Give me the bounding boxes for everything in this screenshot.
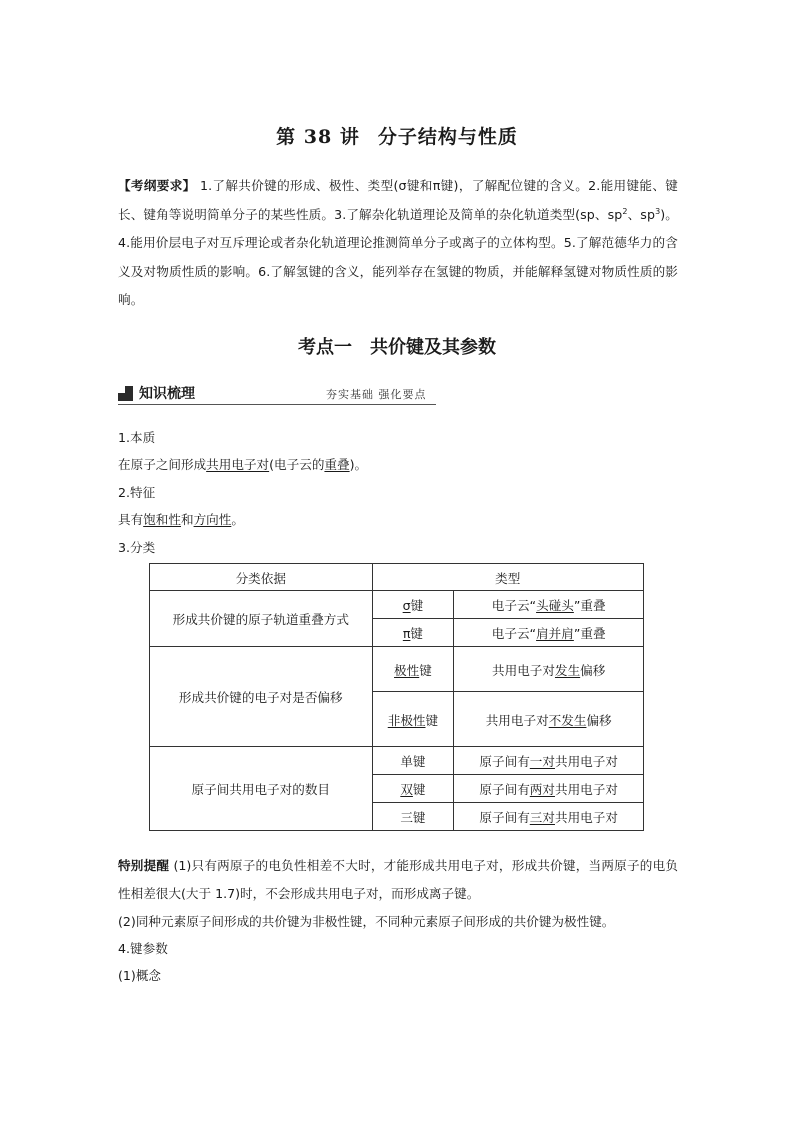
underlined-term: 肩并肩	[536, 626, 574, 641]
text: 键	[412, 782, 426, 797]
text: 电子云“	[491, 598, 537, 613]
text: 共用电子对	[492, 662, 555, 678]
text: ”重叠	[573, 598, 606, 613]
type-cell	[372, 747, 454, 775]
text: 在原子之间形成	[118, 457, 207, 472]
desc-cell	[454, 775, 644, 803]
heading-essence: 1.本质	[118, 430, 156, 445]
essence-text	[118, 454, 367, 473]
text: 键	[410, 626, 424, 641]
underlined-term: 一对	[529, 754, 555, 769]
type-cell	[372, 803, 454, 831]
syllabus-requirements	[118, 172, 678, 315]
underlined-term: 头碰头	[536, 598, 574, 613]
underlined-term: π	[402, 626, 411, 641]
text: 偏移	[580, 662, 606, 678]
requirements-text-2: 、sp	[627, 206, 656, 222]
section-subtitle: 夯实基础 强化要点	[326, 388, 427, 401]
underlined-term: 非极性	[387, 712, 426, 728]
text: 和	[180, 512, 194, 527]
reminder-text-1: (1)只有两原子的电负性相差不大时，才能形成共用电子对，形成共价键，当两原子的电负性相差很大(大于 1.7)时，不会形成共用电子对，而形成离子键。	[118, 858, 679, 901]
lecture-number: 第 38 讲	[276, 126, 360, 148]
underlined-term: 两对	[529, 782, 555, 797]
heading-features: 2.特征	[118, 485, 156, 500]
square-icon	[118, 386, 133, 401]
kaodian-heading	[0, 333, 794, 359]
underlined-term: 不发生	[548, 712, 587, 728]
table-row	[150, 591, 644, 619]
text: 键	[419, 662, 432, 678]
subheading-concept: (1)概念	[118, 968, 162, 983]
desc-cell	[454, 692, 644, 747]
heading-bond-parameters: 4.键参数	[118, 941, 168, 956]
basis-shift: 形成共价键的电子对是否偏移	[150, 647, 373, 747]
text: 原子间有	[479, 782, 530, 797]
superscript-2: 2	[622, 206, 628, 216]
underlined-term: 共用电子对	[206, 457, 270, 472]
underlined-term: σ	[402, 598, 411, 613]
text: 原子间有	[479, 754, 530, 769]
section-bar	[118, 381, 436, 405]
desc-cell	[454, 591, 644, 619]
special-reminder	[118, 852, 678, 936]
kaodian-number: 考点一	[298, 337, 352, 358]
text: 共用电子对	[485, 712, 549, 728]
text: 三键	[400, 810, 426, 825]
type-cell	[372, 619, 454, 647]
type-cell	[372, 775, 454, 803]
desc-cell	[454, 747, 644, 775]
text: )。	[349, 457, 368, 472]
desc-cell	[454, 619, 644, 647]
lecture-title	[0, 122, 794, 149]
text: 偏移	[586, 712, 612, 728]
underlined-term: 饱和性	[143, 512, 181, 527]
desc-cell	[454, 647, 644, 692]
basis-count: 原子间共用电子对的数目	[150, 747, 373, 831]
table-header-row	[150, 564, 644, 591]
text: 键	[425, 712, 439, 728]
underlined-term: 极性	[394, 662, 420, 678]
text: 共用电子对	[554, 810, 618, 825]
requirements-text-3: )。4.能用价层电子对互斥理论或者杂化轨道理论推测简单分子或离子的立体构型。5.了解范德华力的含义及对物质性质的影响。6.了解氢键的含义，能列举存在氢键的物质，并能解释氢键对物质性质的影响。	[118, 206, 678, 307]
type-cell	[372, 591, 454, 619]
text: 共用电子对	[554, 754, 618, 769]
heading-classification: 3.分类	[118, 540, 156, 555]
type-cell	[372, 692, 454, 747]
text: 单键	[400, 754, 426, 769]
features-text	[118, 509, 244, 528]
table-row	[150, 647, 644, 692]
kaodian-topic: 共价键及其参数	[370, 337, 496, 358]
text: 电子云“	[491, 626, 537, 641]
text: (电子云的	[269, 457, 325, 472]
underlined-term: 三对	[529, 810, 555, 825]
basis-overlap: 形成共价键的原子轨道重叠方式	[150, 591, 373, 647]
underlined-term: 发生	[554, 662, 581, 678]
lecture-topic: 分子结构与性质	[377, 126, 518, 148]
type-cell	[372, 647, 454, 692]
text: 共用电子对	[554, 782, 618, 797]
requirements-text-1: 1.了解共价键的形成、极性、类型(σ键和π键)，了解配位键的含义。2.能用键能、键长、键角等说明简单分子的某些性质。3.了解杂化轨道理论及简单的杂化轨道类型(sp、sp	[118, 178, 678, 222]
classification-table	[149, 563, 644, 831]
text: 键	[410, 598, 424, 613]
text: 。	[231, 512, 244, 527]
desc-cell	[454, 803, 644, 831]
header-type: 类型	[372, 564, 643, 591]
underlined-term: 方向性	[193, 512, 232, 527]
requirements-tag: 【考纲要求】	[118, 178, 196, 193]
table-row	[150, 747, 644, 775]
section-title: 知识梳理	[139, 386, 195, 402]
superscript-3: 3	[655, 206, 661, 216]
reminder-text-2: (2)同种元素原子间形成的共价键为非极性键，不同种元素原子间形成的共价键为极性键。	[118, 914, 615, 929]
reminder-tag: 特别提醒	[118, 858, 170, 873]
text: 原子间有	[479, 810, 530, 825]
text: 具有	[118, 512, 144, 527]
text: ”重叠	[573, 626, 606, 641]
header-basis: 分类依据	[150, 564, 373, 591]
underlined-term: 双	[400, 782, 413, 797]
underlined-term: 重叠	[324, 457, 350, 472]
section-rule	[118, 404, 436, 405]
